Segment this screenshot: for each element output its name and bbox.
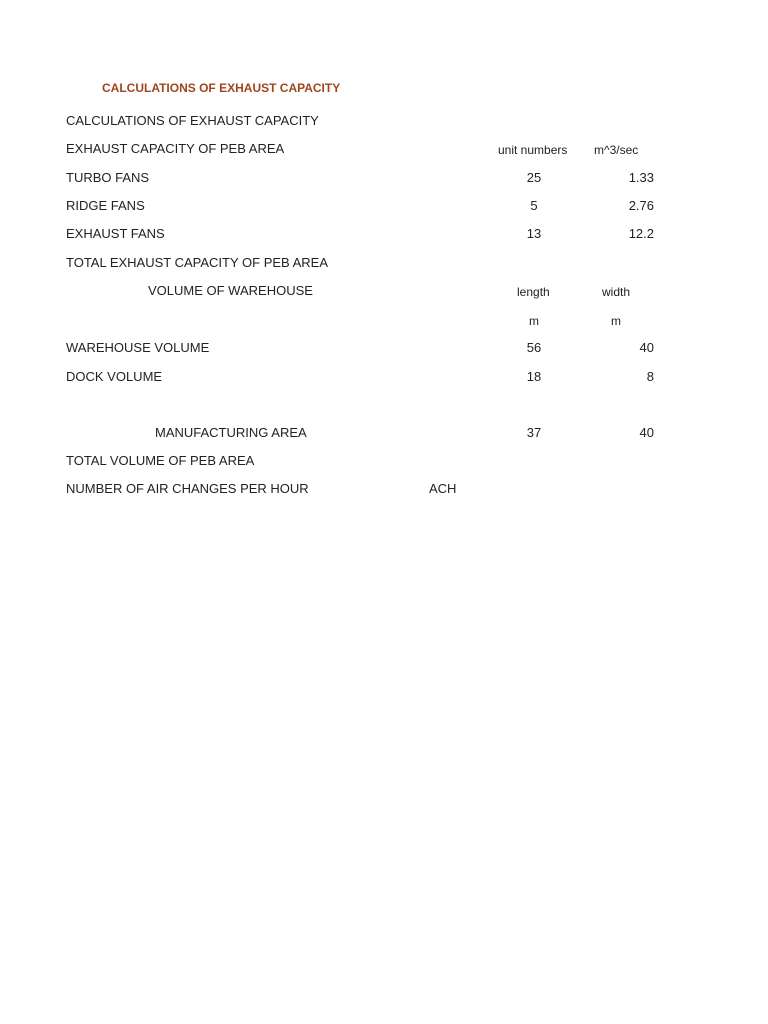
fan-label-exhaust: EXHAUST FANS (66, 226, 165, 241)
exhaust-capacity-label: EXHAUST CAPACITY OF PEB AREA (66, 141, 285, 156)
capacity-unit-header: m^3/sec (594, 143, 639, 157)
air-changes-label: NUMBER OF AIR CHANGES PER HOUR (66, 481, 309, 496)
manufacturing-length: 37 (526, 425, 542, 440)
fan-label-turbo: TURBO FANS (66, 170, 150, 185)
dock-volume-label: DOCK VOLUME (66, 369, 163, 384)
total-volume-label: TOTAL VOLUME OF PEB AREA (66, 453, 255, 468)
unit-numbers-header: unit numbers (498, 143, 568, 157)
warehouse-volume-label: WAREHOUSE VOLUME (66, 340, 210, 355)
fan-capacity-exhaust: 12.2 (628, 226, 654, 241)
fan-capacity-turbo: 1.33 (628, 170, 654, 185)
section-title: CALCULATIONS OF EXHAUST CAPACITY (66, 113, 319, 128)
dock-length: 18 (526, 369, 542, 384)
ach-unit: ACH (429, 481, 457, 496)
width-unit: m (611, 314, 621, 328)
fan-capacity-ridge: 2.76 (628, 198, 654, 213)
width-header: width (602, 285, 631, 299)
manufacturing-width: 40 (639, 425, 654, 440)
fan-units-exhaust: 13 (526, 226, 542, 241)
warehouse-length: 56 (526, 340, 542, 355)
length-unit: m (529, 314, 539, 328)
warehouse-width: 40 (639, 340, 654, 355)
length-header: length (517, 285, 550, 299)
fan-units-turbo: 25 (526, 170, 542, 185)
dock-width: 8 (646, 369, 654, 384)
document-heading: CALCULATIONS OF EXHAUST CAPACITY (102, 81, 341, 95)
fan-units-ridge: 5 (530, 198, 538, 213)
manufacturing-area-label: MANUFACTURING AREA (155, 425, 307, 440)
total-exhaust-label: TOTAL EXHAUST CAPACITY OF PEB AREA (66, 255, 328, 270)
fan-label-ridge: RIDGE FANS (66, 198, 145, 213)
volume-section-label: VOLUME OF WAREHOUSE (148, 283, 313, 298)
